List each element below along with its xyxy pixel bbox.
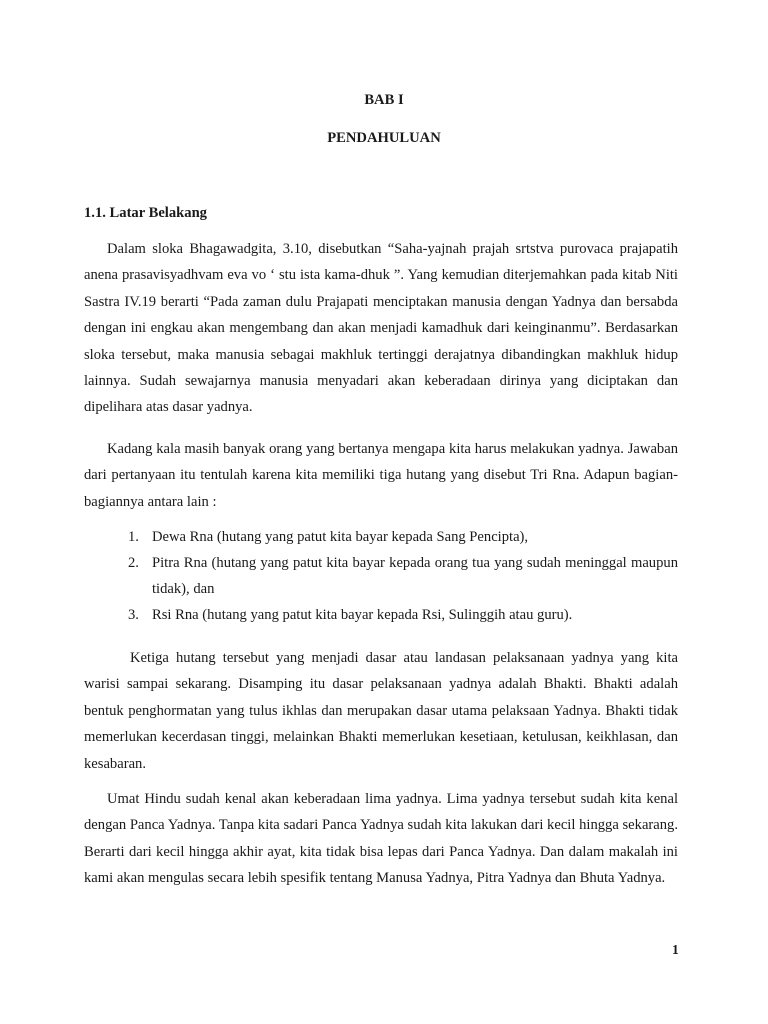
chapter-heading: BAB I (364, 92, 404, 108)
list-item-text: Rsi Rna (hutang yang patut kita bayar kepada Rsi, Sulinggih atau guru). (152, 607, 573, 623)
list-item-number: 1. (128, 529, 139, 545)
tri-rna-list (128, 524, 678, 628)
paragraph-3: Ketiga hutang tersebut yang menjadi dasar atau landasan pelaksanaan yadnya yang kita warisi sampai sekarang. Disamping itu dasar pelaksanaan yadnya adalah Bhakti. Bhakti adalah bentuk penghormatan yang tulus ikhlas dan merupakan dasar utama pelaksaan Yadnya. Bhakti tidak memerlukan kecerdasan tinggi, melainkan Bhakti memerlukan kesetiaan, ketulusan, keikhlasan, dan kesabaran. (84, 650, 678, 772)
list-item (128, 524, 678, 550)
list-item (128, 602, 678, 628)
page-number: 1 (672, 942, 679, 957)
list-item-text: Pitra Rna (hutang yang patut kita bayar kepada orang tua yang sudah meninggal maupun tidak), dan (152, 555, 678, 597)
chapter-title: PENDAHULUAN (327, 130, 441, 146)
section-heading: 1.1. Latar Belakang (84, 205, 207, 221)
list-item-number: 2. (128, 555, 139, 571)
paragraph-2: Kadang kala masih banyak orang yang bertanya mengapa kita harus melakukan yadnya. Jawaban dari pertanyaan itu tentulah karena kita memiliki tiga hutang yang disebut Tri Rna. Adapun bagian-bagiannya antara lain : (84, 441, 678, 510)
paragraph-4: Umat Hindu sudah kenal akan keberadaan lima yadnya. Lima yadnya tersebut sudah kita kenal dengan Panca Yadnya. Tanpa kita sadari Panca Yadnya sudah kita lakukan dari kecil hingga sekarang. Berarti dari kecil hingga akhir ayat, kita tidak bisa lepas dari Panca Yadnya. Dan dalam makalah ini kami akan mengulas secara lebih spesifik tentang Manusa Yadnya, Pitra Yadnya dan Bhuta Yadnya. (84, 791, 678, 887)
list-item (128, 550, 678, 602)
list-item-number: 3. (128, 607, 139, 623)
list-item-text: Dewa Rna (hutang yang patut kita bayar kepada Sang Pencipta), (152, 529, 529, 545)
paragraph-1: Dalam sloka Bhagawadgita, 3.10, disebutkan “Saha-yajnah prajah srtstva purovaca prajapatih anena prasavisyadhvam eva vo ‘ stu ista kama-dhuk ”. Yang kemudian diterjemahkan pada kitab Niti Sastra IV.19 berarti “Pada zaman dulu Prajapati menciptakan manusia dengan Yadnya dan bersabda dengan ini engkau akan mengembang dan akan menjadi kamadhuk dari keinginanmu”. Berdasarkan sloka tersebut, maka manusia sebagai makhluk tertinggi derajatnya dibandingkan makhluk hidup lainnya. Sudah sewajarnya manusia menyadari akan keberadaan dirinya yang diciptakan dan dipelihara atas dasar yadnya. (84, 241, 678, 416)
